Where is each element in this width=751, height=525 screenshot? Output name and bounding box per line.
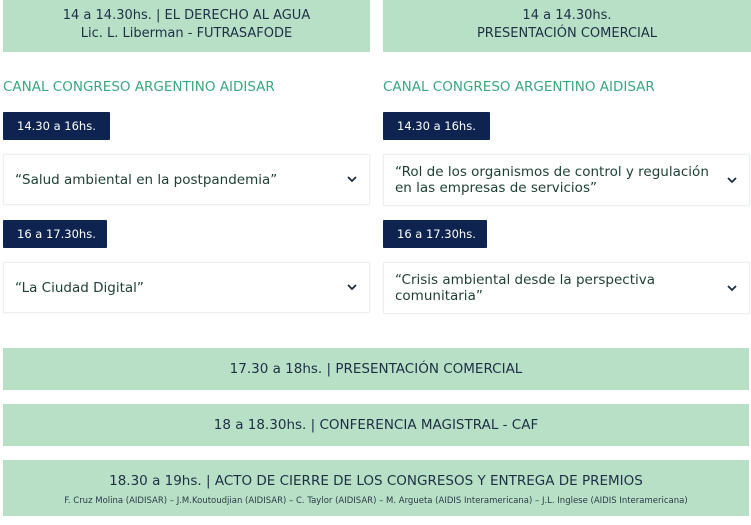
banner-acto-de-cierre (3, 460, 749, 516)
chevron-down-icon[interactable] (345, 281, 359, 295)
banner-line-2: Lic. L. Liberman - FUTRASAFODE (80, 26, 293, 41)
session-banner-presentacion (383, 0, 751, 52)
canal-heading-right: CANAL CONGRESO ARGENTINO AIDISAR (383, 79, 655, 95)
chevron-down-icon[interactable] (725, 173, 739, 187)
banner-text: 18 a 18.30hs. | CONFERENCIA MAGISTRAL - CAF (213, 417, 539, 433)
canal-heading-left: CANAL CONGRESO ARGENTINO AIDISAR (3, 79, 275, 95)
banner-line-1: 14 a 14.30hs. (522, 8, 612, 23)
accordion-crisis-ambiental[interactable] (383, 262, 750, 314)
chevron-down-icon[interactable] (345, 173, 359, 187)
banner-text: 17.30 a 18hs. | PRESENTACIÓN COMERCIAL (229, 361, 523, 377)
accordion-salud-ambiental[interactable] (3, 154, 370, 205)
time-badge-left-2: 16 a 17.30hs. (3, 220, 107, 248)
banner-line-2: PRESENTACIÓN COMERCIAL (476, 26, 658, 41)
banner-conferencia-magistral (3, 404, 749, 446)
banner-presentacion-comercial (3, 348, 749, 390)
accordion-title: “La Ciudad Digital” (15, 279, 144, 296)
accordion-title: “Crisis ambiental desde la perspectiva comunitaria” (395, 272, 656, 304)
chevron-down-icon[interactable] (725, 281, 739, 295)
banner-title: 18.30 a 19hs. | ACTO DE CIERRE DE LOS CONGRESOS Y ENTREGA DE PREMIOS (109, 473, 643, 489)
banner-line-1: 14 a 14.30hs. | EL DERECHO AL AGUA (62, 8, 311, 23)
accordion-rol-organismos[interactable] (383, 154, 750, 206)
session-banner-agua (3, 0, 370, 52)
speakers-list: F. Cruz Molina (AIDISAR) – J.M.Koutoudjian (AIDISAR) – C. Taylor (AIDISAR) – M. Argueta (AIDIS Interamericana) – J.L. Inglese (AIDIS Interamericana) (64, 496, 688, 506)
time-badge-right-1: 14.30 a 16hs. (383, 112, 490, 140)
time-badge-left-1: 14.30 a 16hs. (3, 112, 110, 140)
accordion-title: “Salud ambiental en la postpandemia” (15, 171, 278, 188)
accordion-title: “Rol de los organismos de control y regulación en las empresas de servicios” (395, 164, 709, 196)
accordion-ciudad-digital[interactable] (3, 262, 370, 313)
time-badge-right-2: 16 a 17.30hs. (383, 220, 487, 248)
